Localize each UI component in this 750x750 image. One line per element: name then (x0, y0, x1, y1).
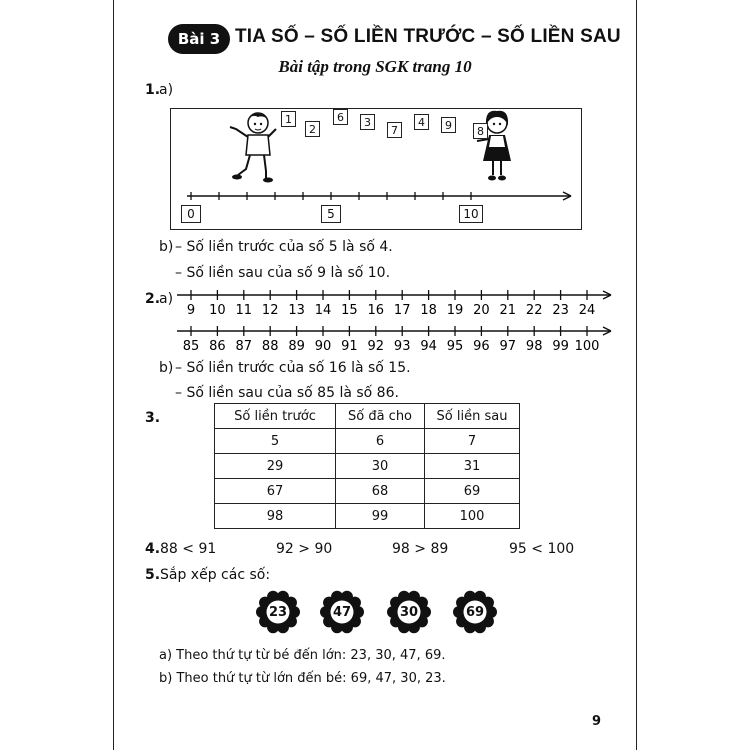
boy-figure-icon (226, 109, 286, 187)
table-cell: 67 (215, 479, 336, 504)
numberline-box: 0 (181, 205, 201, 223)
number-line-label: 24 (578, 303, 596, 318)
number-line-label: 100 (574, 339, 600, 354)
number-line-label: 86 (209, 339, 226, 354)
table-row (215, 454, 520, 479)
number-line-label: 91 (341, 339, 358, 354)
table-cell: 98 (215, 504, 336, 529)
girl-figure-icon (471, 109, 521, 187)
number-line-label: 16 (367, 303, 385, 318)
number-line-label: 10 (209, 303, 226, 318)
number-line-label: 14 (314, 303, 332, 318)
table-cell: 31 (425, 454, 520, 479)
number-line-label: 97 (499, 339, 517, 354)
number-flower (387, 590, 431, 634)
number-line-label: 95 (446, 339, 464, 354)
flower-number: 47 (332, 604, 352, 620)
ex2-part-a-label: a) (159, 291, 174, 307)
flower-number: 30 (399, 604, 419, 620)
number-line-label: 89 (288, 339, 305, 354)
number-flower (320, 590, 364, 634)
number-line-label: 17 (393, 303, 411, 318)
flower-number: 23 (268, 604, 288, 620)
table-row (215, 504, 520, 529)
number-line-label: 15 (341, 303, 358, 318)
number-line-label: 92 (367, 339, 385, 354)
number-line-label: 87 (235, 339, 253, 354)
number-line-label: 19 (446, 303, 464, 318)
lesson-title: TIA SỐ – SỐ LIỀN TRƯỚC – SỐ LIỀN SAU (235, 26, 621, 47)
table-header-cell: Số đã cho (336, 404, 425, 429)
number-line-label: 85 (182, 339, 200, 354)
number-line-label: 23 (552, 303, 569, 318)
lesson-subtitle: Bài tập trong SGK trang 10 (278, 57, 472, 76)
number-card: 1 (281, 111, 296, 127)
number-line-label: 98 (525, 339, 543, 354)
number-card: 2 (305, 121, 320, 137)
lesson-badge: Bài 3 (168, 24, 230, 54)
ex1-b-line1: – Số liền trước của số 5 là số 4. (175, 239, 393, 255)
ex4-comparison: 92 > 90 (276, 541, 333, 557)
number-line-label: 13 (288, 303, 305, 318)
number-card: 9 (441, 117, 456, 133)
ex2-part-b-label: b) (159, 360, 174, 376)
ex1-part-a-label: a) (159, 82, 174, 98)
number-card: 8 (473, 123, 488, 139)
ex2-b-line1: – Số liền trước của số 16 là số 15. (175, 360, 411, 376)
table-cell: 7 (425, 429, 520, 454)
number-flower (256, 590, 300, 634)
table-header-row (215, 404, 520, 429)
ex5-intro: Sắp xếp các số: (160, 567, 271, 583)
ex1-b-line2: – Số liền sau của số 9 là số 10. (175, 265, 391, 281)
number-line-label: 21 (499, 303, 517, 318)
table-cell: 30 (336, 454, 425, 479)
number-line-label: 94 (420, 339, 437, 354)
table-header-cell: Số liền sau (425, 404, 520, 429)
table-cell: 100 (425, 504, 520, 529)
table-cell: 99 (336, 504, 425, 529)
ex4-label: 4. (145, 541, 161, 557)
ex1-part-b-label: b) (159, 239, 174, 255)
number-line-label: 88 (261, 339, 279, 354)
number-line-label: 22 (525, 303, 543, 318)
ex2-label: 2. (145, 291, 161, 307)
number-line-label: 11 (235, 303, 253, 318)
table-cell: 6 (336, 429, 425, 454)
number-line-label: 93 (393, 339, 411, 354)
ex1-label: 1. (145, 82, 161, 98)
table-row (215, 429, 520, 454)
ex5-label: 5. (145, 567, 161, 583)
number-line-label: 99 (552, 339, 569, 354)
table-cell: 29 (215, 454, 336, 479)
number-flower (453, 590, 497, 634)
ex4-comparison: 98 > 89 (392, 541, 449, 557)
page-number: 9 (592, 714, 602, 729)
table-cell: 68 (336, 479, 425, 504)
number-line-label: 90 (314, 339, 332, 354)
number-line-label: 96 (473, 339, 490, 354)
ex4-comparison: 95 < 100 (509, 541, 575, 557)
ex1-illustration-frame (170, 108, 582, 230)
ex5-answer-a: a) Theo thứ tự từ bé đến lớn: 23, 30, 47, 69. (159, 648, 446, 663)
table-header-cell: Số liền trước (215, 404, 336, 429)
number-line-label: 18 (420, 303, 437, 318)
ex5-answer-b: b) Theo thứ tự từ lớn đến bé: 69, 47, 30, 23. (159, 671, 446, 686)
number-line-label: 9 (186, 303, 196, 318)
ex2-b-line2: – Số liền sau của số 85 là số 86. (175, 385, 399, 401)
table-cell: 69 (425, 479, 520, 504)
numberline-box: 5 (321, 205, 341, 223)
ex4-comparison: 88 < 91 (160, 541, 217, 557)
table-row (215, 479, 520, 504)
ex3-label: 3. (145, 410, 161, 426)
ex2-number-lines (175, 287, 615, 357)
ex1-number-line (171, 187, 581, 207)
number-card: 4 (414, 114, 429, 130)
flower-number: 69 (465, 604, 485, 620)
number-card: 7 (387, 122, 402, 138)
table-cell: 5 (215, 429, 336, 454)
ex3-table (214, 403, 520, 529)
number-line-label: 20 (473, 303, 490, 318)
number-card: 6 (333, 109, 348, 125)
number-line-label: 12 (261, 303, 279, 318)
number-card: 3 (360, 114, 375, 130)
numberline-box: 10 (459, 205, 483, 223)
